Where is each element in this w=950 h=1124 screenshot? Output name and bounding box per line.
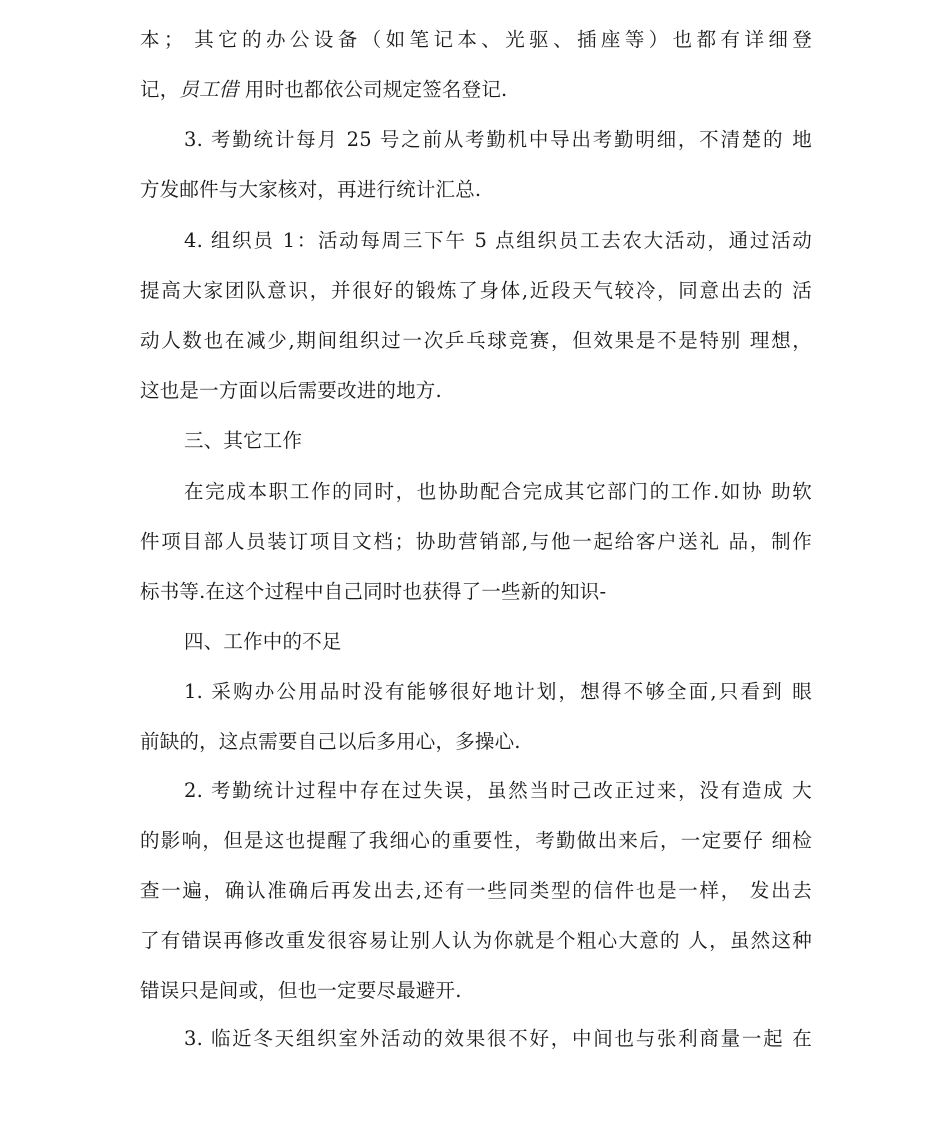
text-line: 3. 考勤统计每月 25 号之前从考勤机中导出考勤明细，不清楚的 地 — [184, 128, 812, 151]
text-line: 前缺的，这点需要自己以后多用心，多操心. — [140, 730, 521, 753]
text-line: 标书等.在这个过程中自己同时也获得了一些新的知识- — [140, 580, 607, 603]
text-line: 错误只是间或，但也一定要尽最避开. — [140, 979, 462, 1002]
text-line: 4. 组织员 1：活动每周三下午 5 点组织员工去农大活动，通过活动 — [184, 229, 812, 252]
text-line: 1. 采购办公用品时没有能够很好地计划，想得不够全面,只看到 眼 — [184, 680, 812, 703]
text-line: 在完成本职工作的同时，也协助配合完成其它部门的工作.如协 助软 — [184, 480, 812, 503]
text-line: 提高大家团队意识，并很好的锻炼了身体,近段天气较冷，同意出去的 活 — [140, 279, 812, 302]
text-line: 本； 其它的办公设备（如笔记本、光驱、插座等）也都有详细登 — [140, 28, 812, 51]
text-line — [140, 75, 812, 105]
italic-text-fragment: 员工借 — [179, 78, 239, 101]
text-line: 了有错误再修改重发很容易让别人认为你就是个粗心大意的 人，虽然这种 — [140, 929, 812, 952]
text-line: 这也是一方面以后需要改进的地方. — [140, 379, 442, 402]
text-fragment: 记， — [140, 78, 180, 101]
text-line: 查一遍，确认准确后再发出去,还有一些同类型的信件也是一样， 发出去 — [140, 879, 812, 902]
text-line: 2. 考勤统计过程中存在过失误，虽然当时己改正过来，没有造成 大 — [184, 779, 812, 802]
text-line: 3. 临近冬天组织室外活动的效果很不好，中间也与张利商量一起 在 — [184, 1027, 812, 1050]
text-line: 方发邮件与大家核对，再进行统计汇总. — [140, 178, 482, 201]
section-heading: 三、其它工作 — [184, 429, 303, 452]
text-line: 件项目部人员装订项目文档；协助营销部,与他一起给客户送礼 品，制作 — [140, 530, 812, 553]
section-heading: 四、工作中的不足 — [184, 630, 342, 653]
text-line: 动人数也在减少,期间组织过一次乒乓球竞赛，但效果是不是特别 理想， — [140, 329, 812, 352]
text-line: 的影响，但是这也提醒了我细心的重要性，考勤做出来后，一定要仔 细检 — [140, 829, 812, 852]
text-fragment: 用时也都依公司规定签名登记. — [238, 78, 508, 101]
